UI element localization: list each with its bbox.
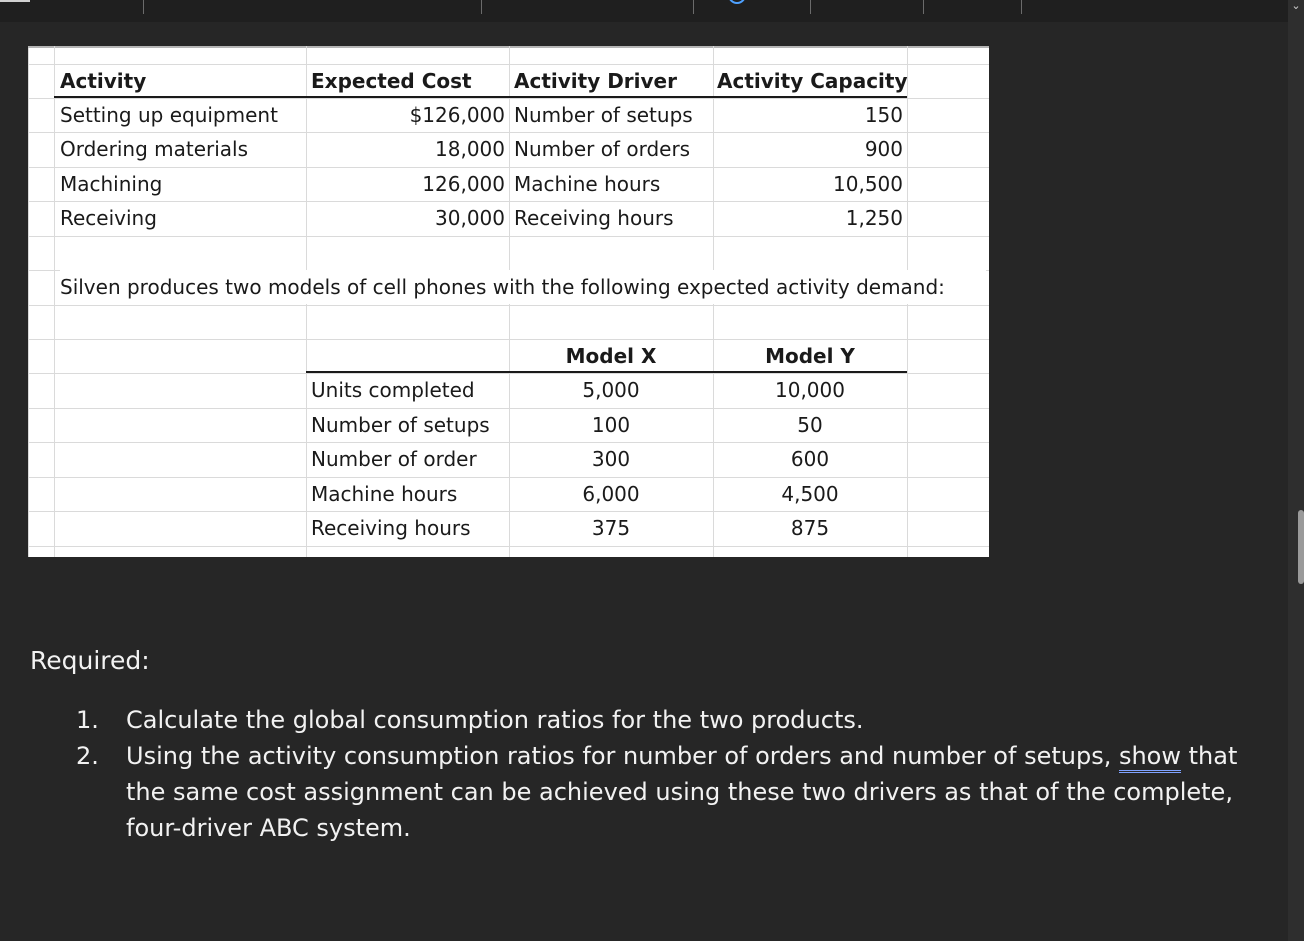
header-model-x[interactable]: Model X <box>565 344 657 368</box>
activity-driver[interactable]: Receiving hours <box>514 206 674 230</box>
demand-label[interactable]: Units completed <box>311 378 475 402</box>
activity-driver[interactable]: Number of setups <box>514 103 693 127</box>
spreadsheet[interactable] <box>28 46 989 557</box>
model-y-value[interactable]: 600 <box>790 447 830 471</box>
gridline <box>28 546 989 547</box>
model-y-value[interactable]: 4,500 <box>781 482 839 506</box>
activity-name[interactable]: Receiving <box>60 206 157 230</box>
model-y-value[interactable]: 875 <box>790 516 830 540</box>
column-divider <box>923 0 924 14</box>
list-item <box>76 738 1266 846</box>
activity-capacity[interactable]: 10,500 <box>833 172 903 196</box>
column-divider <box>693 0 694 14</box>
activity-driver[interactable]: Number of orders <box>514 137 691 161</box>
header-model-y[interactable]: Model Y <box>765 344 855 368</box>
header-activity-driver[interactable]: Activity Driver <box>514 69 677 93</box>
gridline <box>28 236 989 237</box>
activity-cost[interactable]: 30,000 <box>435 206 505 230</box>
spellcheck-flagged-word[interactable]: show <box>1119 742 1181 773</box>
required-heading: Required: <box>30 646 150 675</box>
model-x-value[interactable]: 300 <box>591 447 631 471</box>
activity-name[interactable]: Setting up equipment <box>60 103 278 127</box>
list-text-after: that the same cost assignment can be achieved using these two drivers as that of the complete, four-driver ABC system. <box>126 742 1238 842</box>
activity-capacity[interactable]: 1,250 <box>845 206 903 230</box>
list-number: 2. <box>76 742 99 770</box>
column-header-strip <box>0 0 1288 22</box>
activity-capacity[interactable]: 150 <box>864 103 903 127</box>
list-text: Calculate the global consumption ratios for the two products. <box>126 706 864 734</box>
demand-label[interactable]: Number of setups <box>311 413 490 437</box>
column-divider <box>481 0 482 14</box>
activity-name[interactable]: Ordering materials <box>60 137 249 161</box>
vertical-scrollbar[interactable] <box>1288 0 1304 941</box>
top-accent-bar <box>0 0 30 2</box>
demand-label[interactable]: Receiving hours <box>311 516 471 540</box>
header-expected-cost[interactable]: Expected Cost <box>311 69 472 93</box>
activity-driver[interactable]: Machine hours <box>514 172 661 196</box>
model-x-value[interactable]: 5,000 <box>582 378 640 402</box>
model-x-value[interactable]: 100 <box>591 413 631 437</box>
list-item <box>76 702 1266 738</box>
header-activity-capacity[interactable]: Activity Capacity <box>717 69 908 93</box>
model-x-value[interactable]: 375 <box>591 516 631 540</box>
model-x-value[interactable]: 6,000 <box>582 482 640 506</box>
list-number: 1. <box>76 706 99 734</box>
gridline <box>28 305 989 306</box>
activity-capacity[interactable]: 900 <box>864 137 903 161</box>
column-divider <box>143 0 144 14</box>
demand-label[interactable]: Machine hours <box>311 482 458 506</box>
scrollbar-thumb[interactable] <box>1298 510 1304 584</box>
column-divider <box>1021 0 1022 14</box>
column-divider <box>810 0 811 14</box>
list-text-before: Using the activity consumption ratios for number of orders and number of setups, <box>126 742 1119 770</box>
activity-cost[interactable]: 18,000 <box>435 137 505 161</box>
model-y-value[interactable]: 50 <box>797 413 823 437</box>
activity-cost[interactable]: $126,000 <box>409 103 505 127</box>
required-list <box>76 702 1266 846</box>
gridline <box>54 46 55 557</box>
activity-name[interactable]: Machining <box>60 172 163 196</box>
chevron-down-icon[interactable]: ⌄ <box>1291 0 1301 12</box>
demand-intro-text[interactable]: Silven produces two models of cell phones with the following expected activity demand: <box>60 270 986 304</box>
header-activity[interactable]: Activity <box>60 69 147 93</box>
activity-cost[interactable]: 126,000 <box>422 172 505 196</box>
demand-label[interactable]: Number of order <box>311 447 477 471</box>
model-y-value[interactable]: 10,000 <box>775 378 845 402</box>
